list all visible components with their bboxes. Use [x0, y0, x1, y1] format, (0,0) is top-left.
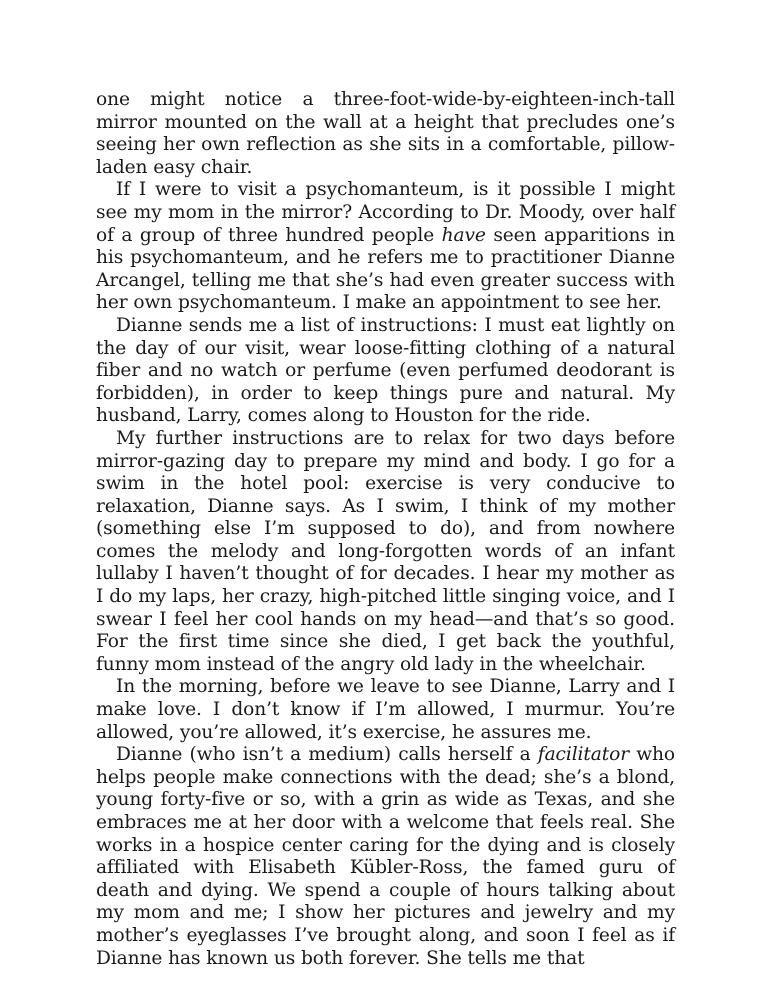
paragraph-4 — [96, 428, 675, 677]
paragraph-1 — [96, 89, 675, 179]
paragraph-5 — [96, 676, 675, 744]
text-segment: My further instructions are to relax for two days before mirror-gazing day to prepare my mind and body. I go for a swim in the hotel pool: exercise is very conducive to relaxation, Dianne says. As I swim, I think of my mother (something else I’m supposed to do), and from nowhere comes the melody and long-forgotten words of an infant lullaby I haven’t thought of for decades. I hear my mother as I do my laps, her crazy, high-pitched little singing voice, and I swear I feel her cool hands on my head—and that’s so good. For the first time since she died, I get back the youthful, funny mom instead of the angry old lady in the wheelchair. — [96, 427, 675, 675]
emphasis-text: facilitator — [537, 744, 630, 766]
text-segment: Dianne (who isn’t a medium) calls herself a — [116, 744, 538, 766]
text-segment: Dianne sends me a list of instructions: I must eat lightly on the day of our visit, wear loose-fitting clothing of a natural fiber and no watch or perfume (even perfumed deodorant is forbidden), in order to keep things pure and natural. My husband, Larry, comes along to Houston for the ride. — [96, 314, 675, 427]
emphasis-text: have — [441, 224, 486, 246]
text-segment: In the morning, before we leave to see Dianne, Larry and I make love. I don’t know if I’m allowed, I murmur. You’re allowed, you’re allowed, it’s exercise, he assures me. — [96, 676, 675, 743]
text-segment: If I were to visit a psychomanteum, is it possible I might see my mom in the mirror? According to Dr. Moody, over half of a group of three hundred people — [96, 179, 675, 246]
book-page-body — [96, 89, 675, 970]
paragraph-3 — [96, 315, 675, 428]
paragraph-2 — [96, 179, 675, 315]
text-segment: seen apparitions in his psychomanteum, and he refers me to practitioner Dianne Arcangel, telling me that she’s had even greater success with her own psychomanteum. I make an appointment to see her. — [96, 224, 675, 314]
text-segment: one might notice a three-foot-wide-by-eighteen-inch-tall mirror mounted on the wall at a height that precludes one’s seeing her own reflection as she sits in a comfortable, pillow-laden easy chair. — [96, 89, 675, 178]
text-segment: who helps people make connections with the dead; she’s a blond, young forty-five or so, with a grin as wide as Texas, and she embraces me at her door with a welcome that feels real. She works in a hospice center caring for the dying and is closely affiliated with Elisabeth Kübler-Ross, the famed guru of death and dying. We spend a couple of hours talking about my mom and me; I show her pictures and jewelry and my mother’s eyeglasses I’ve brought along, and soon I feel as if Dianne has known us both forever. She tells me that — [96, 744, 675, 969]
paragraph-6 — [96, 744, 675, 970]
